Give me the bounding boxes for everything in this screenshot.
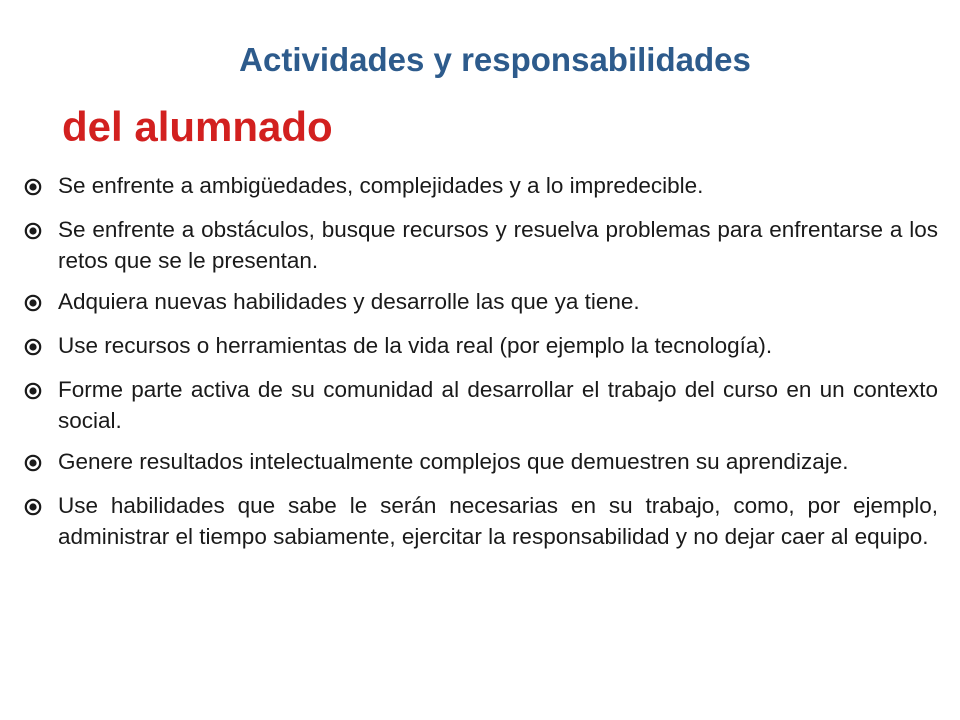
bullet-item — [24, 446, 938, 480]
bullet-item — [24, 490, 938, 552]
bullet-text: Use habilidades que sabe le serán necesarias en su trabajo, como, por ejemplo, administrar el tiempo sabiamente, ejercitar la responsabilidad y no dejar caer al equipo. — [58, 493, 938, 549]
bullet-text: Use recursos o herramientas de la vida real (por ejemplo la tecnología). — [58, 333, 773, 358]
circled-dot-bullet-icon — [24, 446, 58, 480]
bullet-item — [24, 170, 938, 204]
circled-dot-bullet-icon — [24, 170, 58, 204]
slide-title: Actividades y responsabilidades — [239, 41, 751, 78]
bullet-text: Genere resultados intelectualmente complejos que demuestren su aprendizaje. — [58, 449, 849, 474]
circled-dot-bullet-icon — [24, 330, 58, 364]
bullet-item — [24, 374, 938, 436]
bullet-item — [24, 214, 938, 276]
bullet-list — [24, 170, 938, 562]
bullet-text: Se enfrente a ambigüedades, complejidades y a lo impredecible. — [58, 173, 704, 198]
bullet-text: Forme parte activa de su comunidad al desarrollar el trabajo del curso en un contexto social. — [58, 377, 938, 433]
bullet-item — [24, 286, 938, 320]
circled-dot-bullet-icon — [24, 214, 58, 248]
circled-dot-bullet-icon — [24, 374, 58, 408]
bullet-text: Adquiera nuevas habilidades y desarrolle las que ya tiene. — [58, 289, 640, 314]
circled-dot-bullet-icon — [24, 490, 58, 524]
bullet-text: Se enfrente a obstáculos, busque recursos y resuelva problemas para enfrentarse a los retos que se le presentan. — [58, 217, 938, 273]
bullet-item — [24, 330, 938, 364]
circled-dot-bullet-icon — [24, 286, 58, 320]
slide-subtitle: del alumnado — [62, 103, 333, 150]
